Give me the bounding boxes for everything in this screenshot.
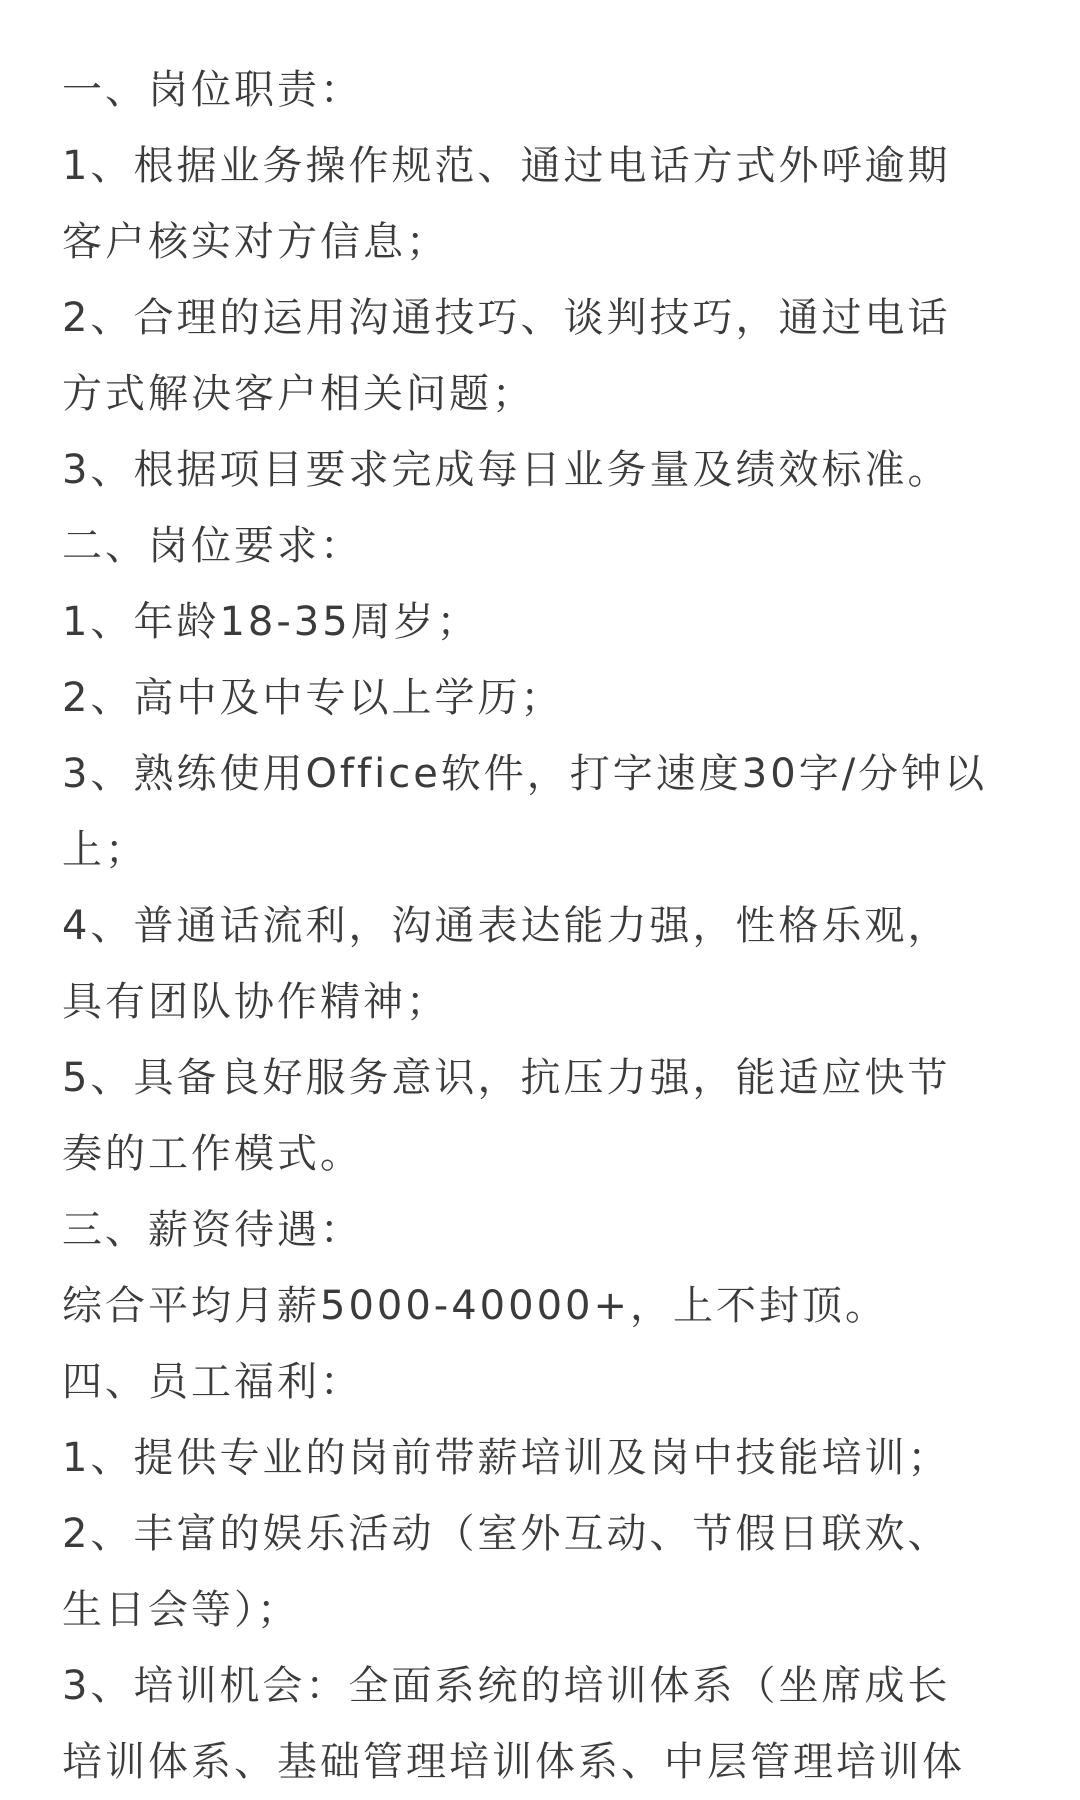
text-line: 4、普通话流利，沟通表达能力强，性格乐观， [62, 903, 951, 949]
job-posting-text [62, 52, 1022, 1800]
text-line: 方式解决客户相关问题； [62, 371, 535, 417]
section-heading-duties: 一、岗位职责： [62, 67, 363, 113]
text-line: 3、根据项目要求完成每日业务量及绩效标准。 [62, 447, 951, 493]
text-line: 1、提供专业的岗前带薪培训及岗中技能培训； [62, 1435, 951, 1481]
text-line: 3、熟练使用Office软件，打字速度30字/分钟以 [62, 751, 988, 797]
text-line: 1、根据业务操作规范、通过电话方式外呼逾期 [62, 143, 951, 189]
section-heading-salary: 三、薪资待遇： [62, 1207, 363, 1253]
text-line: 生日会等）； [62, 1587, 300, 1633]
section-heading-requirements: 二、岗位要求： [62, 523, 363, 569]
text-line: 5、具备良好服务意识，抗压力强，能适应快节 [62, 1055, 951, 1101]
text-line: 具有团队协作精神； [62, 979, 449, 1025]
text-line: 综合平均月薪5000-40000+，上不封顶。 [62, 1283, 888, 1329]
text-line: 2、高中及中专以上学历； [62, 675, 564, 721]
text-line: 2、丰富的娱乐活动（室外互动、节假日联欢、 [62, 1511, 951, 1557]
text-line: 1、年龄18-35周岁； [62, 599, 480, 645]
text-line: 2、合理的运用沟通技巧、谈判技巧，通过电话 [62, 295, 951, 341]
text-line: 3、培训机会：全面系统的培训体系（坐席成长 [62, 1663, 951, 1709]
text-line: 上； [62, 827, 148, 873]
text-line: 培训体系、基础管理培训体系、中层管理培训体 [62, 1739, 965, 1785]
section-heading-benefits: 四、员工福利： [62, 1359, 363, 1405]
text-line: 客户核实对方信息； [62, 219, 449, 265]
text-line: 奏的工作模式。 [62, 1131, 363, 1177]
